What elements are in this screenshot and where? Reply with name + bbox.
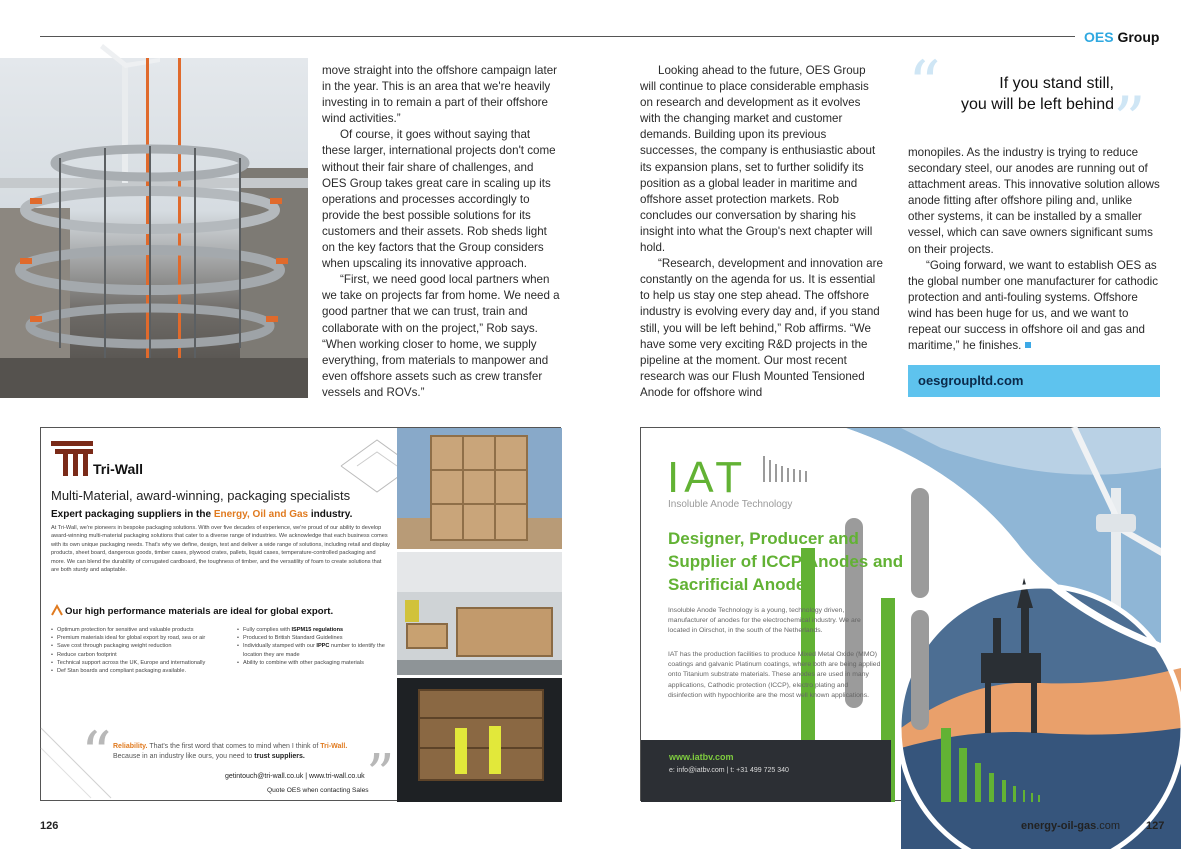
quote-keyword: Tri-Wall. [320,743,348,750]
list-item [237,626,397,634]
list-item: • Premium materials ideal for global export by road, sea or air [51,634,221,642]
subtitle-part: Expert packaging suppliers in the [51,509,214,520]
triwall-bullets-right [237,626,397,667]
iat-paragraph-1: Insoluble Anode Technology is a young, technology driven, manufacturer of anodes for the electrochemical industry. We are located in Oirschot, in the south of the Netherlands. [668,607,861,635]
paragraph: Looking ahead to the future, OES Group will continue to place considerable emphasis on research and development as it evolves with the changing market and customer demands. Building upon its previous successes, the company is enthusiastic about its expansion plans, set to further solidify its position as a global leader in maritime and offshore asset protection markets. Rob concludes our conversation by sharing his insight into what the Group's next chapter will hold. [640,64,876,255]
list-item: • Save cost through packaging weight reduction [51,642,221,650]
paragraph: Of course, it goes without saying that these larger, international projects don't come without their fair share of challenges, and OES Group takes great care in scaling up its operations and processes accordingly to provide the best possible solutions for its customers and their assets. Rob sheds light on the key factors that the Group considers when upscaling its innovative approach. [322,128,556,271]
bullet-text: Fully complies with [243,627,292,633]
article-column-2 [640,63,884,401]
list-item [237,634,397,642]
list-item: • Def Stan boards and compliant packaging available. [51,667,221,675]
site-rest: .com [1096,820,1121,832]
bullet-text: Produced to British Standard Guidelines [243,635,343,642]
list-item [237,642,397,658]
brand-accent: OES [1084,29,1114,45]
section-brand [1084,29,1159,45]
website-link[interactable]: oesgroupltd.com [908,365,1160,397]
bullet-text: number to identify the location they are made [243,643,385,658]
iat-paragraph-2: IAT has the production facilities to produce Mixed Metal Oxide (MMO) coatings and galvanic Platinum coatings, where both are being applied onto Titanium substrate materials. These anodes are used in many applications, Cathodic protection (ICCP), electro plating and disinfection with hypochlorite are the most well known applications. [668,651,881,699]
triwall-photo-strip [397,428,562,802]
paragraph-text: “Going forward, we want to establish OES as the global number one manufacturer for cathodic protection and anti-fouling systems. Offshore wind has been huge for us, and we want to repeat our success in offshore oil and gas and maritime,” he finishes. [908,258,1159,353]
subtitle-highlight: Energy, Oil and Gas [213,509,309,520]
bullet-text: Ability to combine with other packaging materials [243,659,364,666]
list-item: • Reduce carbon footprint [51,651,221,659]
iat-website-link[interactable]: www.iatbv.com [669,752,734,762]
close-quote-icon [1113,84,1153,158]
triwall-advert [40,427,561,808]
svg-text:”: ” [366,743,395,808]
paragraph: monopiles. As the industry is trying to reduce secondary steel, our anodes are running out of attachment areas. This innovative solution allows anode fitting after offshore piling and, unlike other systems, it can be installed by a smaller vessel, which can save owners significant sums on their projects. [908,146,1160,256]
triwall-body: At Tri-Wall, we're pioneers in bespoke packaging solutions. With over five decades of experience, we're proud of our ability to develop award-winning multi-material packaging solutions that cater to a diverse range of industries. We acknowledge that each business comes with its own unique packaging needs. That's why we define, design, test and deliver a wide range of solutions, including retail and display products, sheet board, dangerous goods, timber cases, plywood crates, pallets, liquid cases, temperature-controlled packaging and more. We can blend the durability of corrugated cardboard, the toughness of timber, and the versatility of foam to create solutions that are both sturdy and adaptable. [51,525,390,574]
svg-text:“: “ [908,48,941,122]
end-mark-icon [1025,342,1031,348]
header-rule [40,36,1075,37]
quote-bold: trust suppliers. [254,753,305,760]
triwall-logo-icon [51,441,95,477]
triwall-logo-name: Tri-Wall [93,461,144,477]
list-item: • Technical support across the UK, Europe and internationally [51,659,221,667]
brand-rest: Group [1117,29,1160,45]
triwall-testimonial [113,742,383,762]
iat-contact[interactable]: e: info@iatbv.com | t: +31 499 725 340 [669,767,789,774]
triwall-title: Multi-Material, award-winning, packaging specialists [51,488,351,503]
pull-quote [908,48,1160,158]
svg-text:”: ” [1113,84,1146,158]
quote-text: That's the first word that comes to mind when I think of [147,743,321,750]
triwall-performance-heading: Our high performance materials are ideal for global export. [65,606,334,617]
triwall-contact-note: Quote OES when contacting Sales [267,787,369,794]
triwall-bullets-left [51,626,221,675]
bullet-text: Individually stamped with our [243,643,317,650]
paragraph [908,258,1160,355]
paragraph: move straight into the offshore campaign later in the year. This is an area that we're heavily investing in to remain a part of their offshore wind activities.” [322,64,558,126]
pull-quote-text [908,73,1114,115]
list-item [237,659,397,667]
iat-advert [640,427,1160,801]
article-column-3 [908,145,1160,354]
subtitle-part: industry. [308,509,353,520]
page-number-left: 126 [40,820,59,832]
page-number-right: 127 [1146,820,1165,832]
paragraph: “Research, development and innovation are constantly on the agenda for us. It is essential to help us stay one step ahead. The offshore industry is evolving every day and, if you stand still, you will be left behind,” Rob affirms. “We have some very exciting R&D projects in the pipeline at the moment. Our most recent research was our Flush Mounted Tensioned Anode for offshore wind [640,257,883,399]
pull-quote-line-2: you will be left behind [961,96,1114,113]
triwall-contact[interactable]: getintouch@tri-wall.co.uk | www.tri-wall.co.uk [225,773,365,780]
iat-logo: IAT [667,453,748,502]
site-bold: energy-oil-gas [1021,820,1097,832]
bullet-bold: ISPM15 regulations [291,627,344,633]
pull-quote-line-1: If you stand still, [999,75,1114,92]
paragraph: “First, we need good local partners when we take on projects far from home. We need a good partner that we can trust, train and collaborate with on the project,” Rob says. “When working closer to home, we supply everything, from materials to manpower and even offshore assets such as crew transfer vessels and ROVs.” [322,273,560,399]
quote-keyword: Reliability. [113,743,148,750]
svg-text:“: “ [81,719,112,789]
article-photo [0,58,308,398]
quote-text: Because in an industry like ours, you need to [113,753,255,760]
list-item: • Optimum protection for sensitive and valuable products [51,626,221,634]
footer-site [1021,820,1120,832]
iat-logo-subtitle: Insoluble Anode Technology [668,499,793,510]
bullet-bold: IPPC [316,643,330,650]
triwall-subtitle [51,509,352,520]
wind-turbine-anode-assembly-icon [0,58,308,398]
article-column-1 [322,63,560,401]
iat-headline: Designer, Producer and Supplier of ICCP Anodes and Sacrificial Anodes [668,529,904,594]
chevron-up-icon [51,604,63,616]
